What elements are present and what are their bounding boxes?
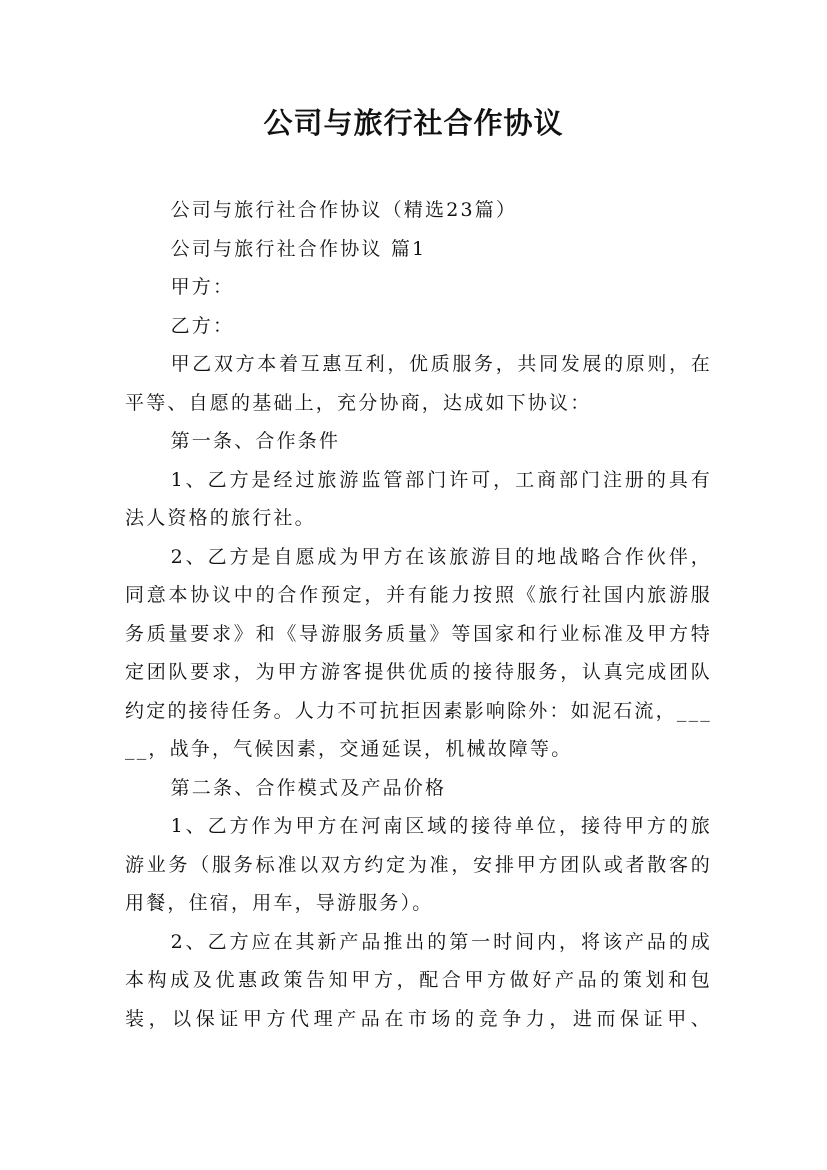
document-title: 公司与旅行社合作协议 — [263, 106, 564, 140]
party-a-label: 甲方： — [170, 276, 235, 298]
body-paragraph: 1、乙方作为甲方在河南区域的接待单位，接待甲方的旅游业务（服务标准以双方约定为准，安排甲方团队或者散客的用餐，住宿，用车，导游服务）。 — [125, 815, 712, 914]
section-heading: 公司与旅行社合作协议 篇1 — [170, 237, 427, 260]
party-b-label: 乙方： — [170, 314, 235, 337]
body-paragraph: 1、乙方是经过旅游监管部门许可，工商部门注册的具有法人资格的旅行社。 — [125, 468, 712, 529]
body-paragraph: 2、乙方是自愿成为甲方在该旅游目的地战略合作伙伴，同意本协议中的合作预定，并有能力按照《旅行社国内旅游服务质量要求》和《导游服务质量》等国家和行业标准及甲方特定团队要求，为甲方游客提供优质的接待服务，认真完成团队约定的接待任务。人力不可抗拒因素影响除外：如泥石流，_____，战争，气候因素，交通延误，机械故障等。 — [125, 545, 712, 760]
article-heading: 第二条、合作模式及产品价格 — [170, 776, 447, 799]
document-body — [125, 191, 712, 1038]
subtitle-paragraph: 公司与旅行社合作协议（精选23篇） — [170, 199, 518, 221]
article-heading: 第一条、合作条件 — [170, 430, 341, 452]
preamble-paragraph: 甲乙双方本着互惠互利，优质服务，共同发展的原则，在平等、自愿的基础上，充分协商，达成如下协议： — [125, 353, 712, 414]
body-paragraph: 2、乙方应在其新产品推出的第一时间内，将该产品的成本构成及优惠政策告知甲方，配合甲方做好产品的策划和包装，以保证甲方代理产品在市场的竞争力，进而保证甲、 — [125, 930, 712, 1030]
